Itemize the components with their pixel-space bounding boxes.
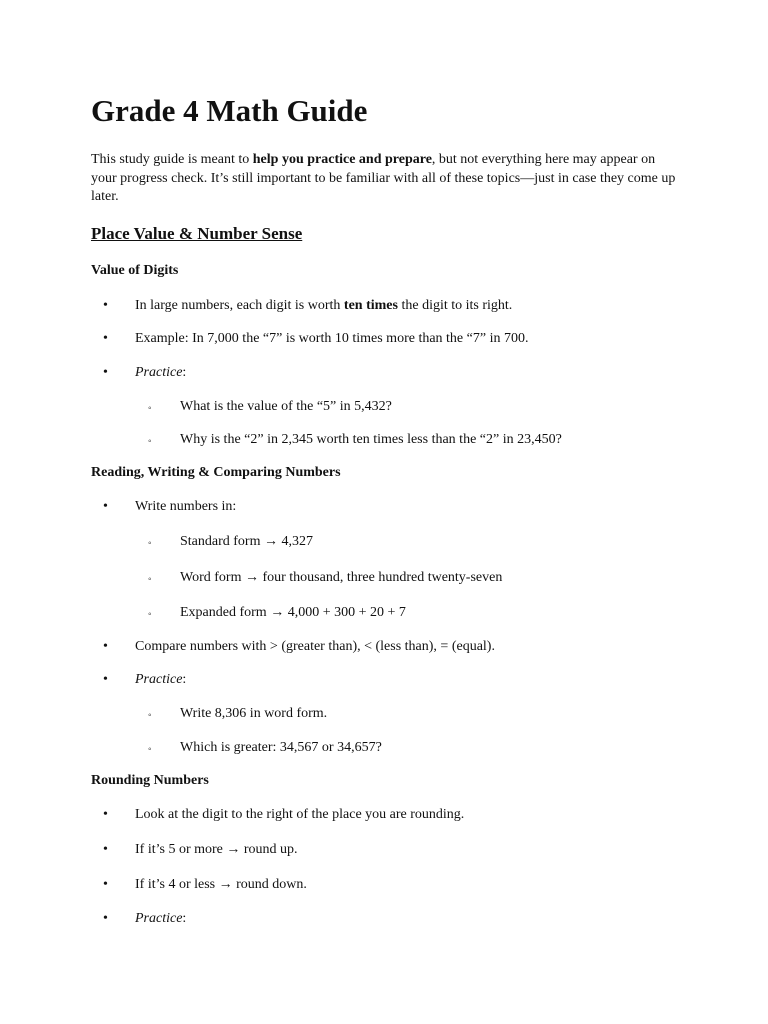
practice-label: Practice	[135, 672, 183, 687]
practice-colon: :	[182, 365, 187, 380]
list-item-text: Example: In 7,000 the “7” is worth 10 times more than the “7” in 700.	[135, 331, 529, 346]
practice-question: Which is greater: 34,567 or 34,657?	[180, 740, 382, 755]
sub-list-item	[148, 705, 328, 723]
intro-bold-text: help you practice and prepare	[252, 152, 432, 167]
page-title: Grade 4 Math Guide	[91, 93, 368, 128]
sub-list-item	[148, 739, 382, 757]
sub-bullet-icon: ◦	[148, 538, 152, 549]
section-heading-place-value: Place Value & Number Sense	[91, 224, 303, 243]
list-item-practice	[103, 364, 187, 382]
bullet-icon: •	[103, 672, 108, 687]
practice-question: Why is the “2” in 2,345 worth ten times less than the “2” in 23,450?	[180, 432, 562, 447]
sub-bullet-icon: ◦	[148, 436, 152, 447]
sub-list-item	[148, 431, 562, 449]
practice-label: Practice	[135, 911, 183, 926]
practice-colon: :	[182, 911, 187, 926]
bullet-icon: •	[103, 298, 108, 313]
subheading-rounding-numbers: Rounding Numbers	[91, 773, 209, 788]
bullet-icon: •	[103, 331, 108, 346]
bullet-icon: •	[103, 877, 108, 892]
bullet-icon: •	[103, 842, 108, 857]
practice-question: Write 8,306 in word form.	[180, 706, 328, 721]
bullet-icon: •	[103, 911, 108, 926]
list-item	[103, 498, 237, 516]
sub-list-item	[148, 569, 503, 587]
sub-bullet-icon: ◦	[148, 744, 152, 755]
list-item	[103, 841, 298, 859]
intro-text-start: This study guide is meant to	[91, 152, 253, 167]
list-item-text: In large numbers, each digit is worth	[135, 298, 344, 313]
bullet-icon: •	[103, 499, 108, 514]
sub-bullet-icon: ◦	[148, 609, 152, 620]
list-item-practice	[103, 910, 187, 928]
sub-list-item-text: Standard form → 4,327	[180, 534, 313, 549]
list-item	[103, 297, 513, 315]
bullet-icon: •	[103, 639, 108, 654]
sub-list-item	[148, 398, 392, 416]
practice-question: What is the value of the “5” in 5,432?	[180, 399, 392, 414]
subheading-value-of-digits: Value of Digits	[91, 263, 179, 278]
list-item	[103, 876, 307, 894]
list-item	[103, 638, 495, 656]
list-item-text: If it’s 4 or less → round down.	[135, 877, 307, 892]
practice-colon: :	[182, 672, 187, 687]
sub-bullet-icon: ◦	[148, 403, 152, 414]
list-item-practice	[103, 671, 187, 689]
intro-text-end: , but not everything here may appear on your progress check. It’s still important to be familiar with all of these topics—just in case they come up later.	[91, 152, 676, 204]
sub-list-item-text: Word form → four thousand, three hundred twenty-seven	[180, 570, 503, 585]
practice-label: Practice	[135, 365, 183, 380]
list-item-text: If it’s 5 or more → round up.	[135, 842, 298, 857]
list-item-text: Look at the digit to the right of the place you are rounding.	[135, 807, 465, 822]
subheading-reading-writing-comparing: Reading, Writing & Comparing Numbers	[91, 465, 341, 480]
sub-list-item	[148, 604, 406, 622]
list-item-text: Compare numbers with > (greater than), < (less than), = (equal).	[135, 639, 495, 654]
list-item	[103, 806, 465, 824]
list-item-text: the digit to its right.	[397, 298, 513, 313]
list-item-text: Write numbers in:	[135, 499, 237, 514]
bullet-icon: •	[103, 365, 108, 380]
sub-list-item	[148, 533, 313, 551]
sub-list-item-text: Expanded form → 4,000 + 300 + 20 + 7	[180, 605, 406, 620]
list-item	[103, 330, 529, 348]
sub-bullet-icon: ◦	[148, 574, 152, 585]
list-item-bold-text: ten times	[343, 298, 398, 313]
intro-paragraph	[91, 151, 681, 207]
sub-bullet-icon: ◦	[148, 710, 152, 721]
bullet-icon: •	[103, 807, 108, 822]
